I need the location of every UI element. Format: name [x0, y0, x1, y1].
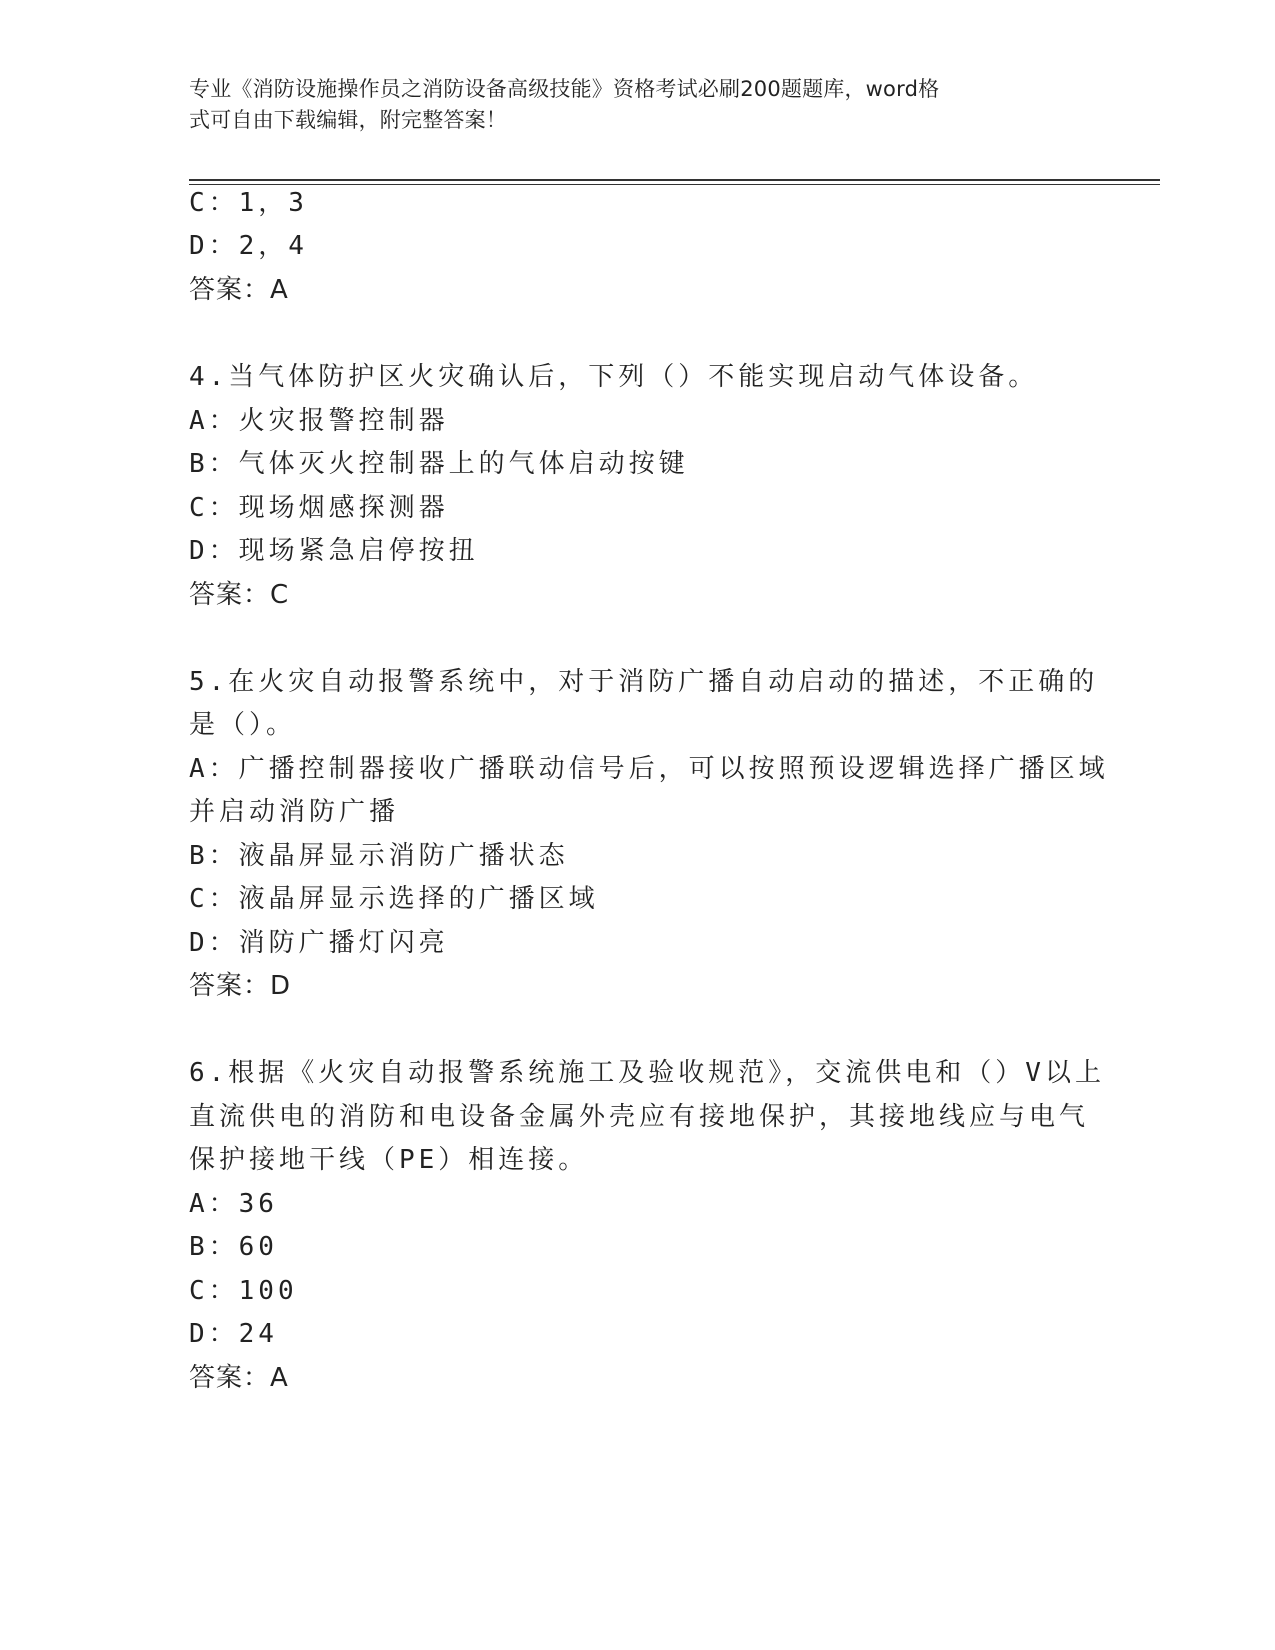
- header-line-2: 式可自由下载编辑，附完整答案！: [189, 108, 507, 132]
- q4-question: 4.当气体防护区火灾确认后，下列（）不能实现启动气体设备。: [189, 362, 1039, 392]
- q4-option-a: A：火灾报警控制器: [189, 406, 449, 436]
- q5-option-d: D：消防广播灯闪亮: [189, 928, 449, 958]
- q4-option-c: C：现场烟感探测器: [189, 493, 449, 523]
- q5-question-line-2: 是（）。: [189, 710, 297, 740]
- q6-question-line-3: 保护接地干线（PE）相连接。: [189, 1145, 589, 1175]
- q3-option-c: C：1，3: [189, 188, 308, 218]
- q3-option-d: D：2，4: [189, 231, 308, 261]
- q6-option-d: D：24: [189, 1319, 278, 1349]
- q4-option-b: B：气体灭火控制器上的气体启动按键: [189, 449, 689, 479]
- q4-answer: 答案：C: [189, 580, 290, 610]
- q6-answer: 答案：A: [189, 1363, 289, 1393]
- header-line-1: 专业《消防设施操作员之消防设备高级技能》资格考试必刷200题题库，word格: [189, 77, 940, 101]
- document-header: [189, 74, 1069, 136]
- q5-question-line-1: 5.在火灾自动报警系统中，对于消防广播自动启动的描述，不正确的: [189, 667, 1099, 697]
- q4-option-d: D：现场紧急启停按扭: [189, 536, 479, 566]
- q6-question-line-2: 直流供电的消防和电设备金属外壳应有接地保护，其接地线应与电气: [189, 1102, 1090, 1132]
- q5-option-a-line-2: 并启动消防广播: [189, 797, 400, 827]
- q6-option-b: B：60: [189, 1232, 278, 1262]
- q6-option-a: A：36: [189, 1189, 278, 1219]
- q5-answer: 答案：D: [189, 971, 292, 1001]
- q5-option-b: B：液晶屏显示消防广播状态: [189, 841, 569, 871]
- q6-option-c: C：100: [189, 1276, 298, 1306]
- q5-option-c: C：液晶屏显示选择的广播区域: [189, 884, 599, 914]
- header-divider-thin: [189, 184, 1160, 185]
- q6-question-line-1: 6.根据《火灾自动报警系统施工及验收规范》，交流供电和（）V以上: [189, 1058, 1105, 1088]
- q3-answer: 答案：A: [189, 275, 289, 305]
- q5-option-a-line-1: A：广播控制器接收广播联动信号后，可以按照预设逻辑选择广播区域: [189, 754, 1109, 784]
- header-divider-thick: [189, 179, 1160, 181]
